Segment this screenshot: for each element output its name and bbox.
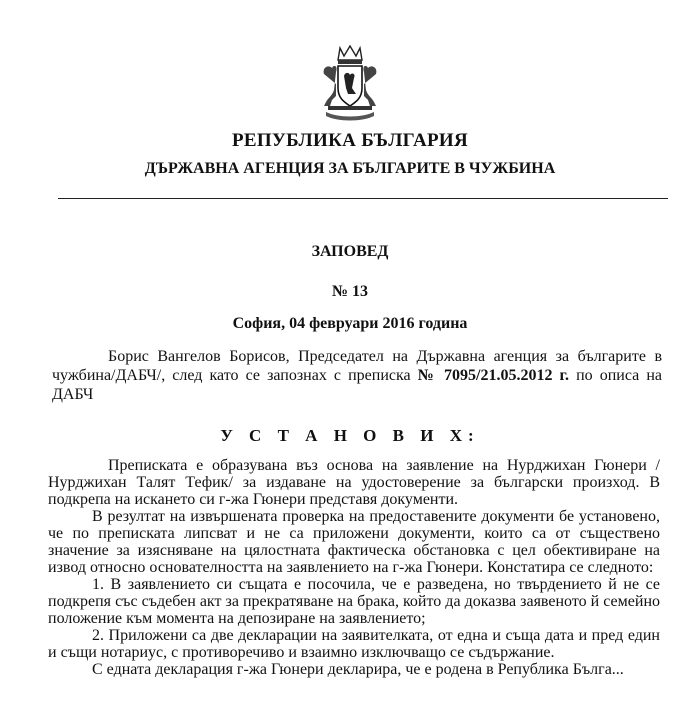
agency-title: ДЪРЖАВНА АГЕНЦИЯ ЗА БЪЛГАРИТЕ В ЧУЖБИНА — [144, 160, 556, 177]
republic-title: РЕПУБЛИКА БЪЛГАРИЯ — [231, 130, 469, 151]
section-heading: У С Т А Н О В И Х: — [220, 426, 480, 445]
paragraph-5: С едната декларация г-жа Гюнери декларира, че е родена в Република Бълга... — [92, 661, 624, 678]
paragraph-3: 1. В заявлението си същата е посочила, че е разведена, но твърдението й не се подкрепя със съдебен акт за прекратяване на брака, който да доказва заявеното й семейно положение към момента на депозиране на заявлението; — [48, 576, 660, 627]
paragraph-4: 2. Приложени са две декларации на заявителката, от една и съща дата и пред един и същи нотариус, с противоречиво и взаимно изключващо се съдържание. — [48, 627, 660, 661]
paragraph-1: Преписката е образувана въз основа на заявление на Нурджихан Гюнери /Нурджихан Талят Тефик/ за издаване на удостоверение за български произход. В подкрепа на искането си г-жа Гюнери представя документи. — [48, 457, 660, 508]
file-reference: № 7095/21.05.2012 г. — [417, 367, 569, 384]
order-date: София, 04 февруари 2016 година — [232, 315, 468, 332]
intro-text-2: по описа на ДАБЧ — [52, 367, 663, 403]
intro-paragraph — [52, 347, 662, 404]
order-title: ЗАПОВЕД — [311, 243, 389, 260]
header-divider — [58, 198, 668, 199]
order-number: № 13 — [331, 283, 369, 300]
intro-text-1: Борис Вангелов Борисов, Председател на Държавна агенция за българите в чужбина/ДАБЧ/, след като се запознах с преписка — [52, 348, 662, 384]
coat-of-arms-icon — [318, 44, 382, 122]
paragraph-2: В резултат на извършената проверка на предоставените документи бе установено, че по преписката липсват и не са приложени документи, които са от съществено значение за изясняване на цялостната фактическа обстановка с цел обективиране на извод относно основателността на заявлението на г-жа Гюнери. Констатира се следното: — [48, 508, 660, 576]
body-text — [48, 457, 660, 678]
